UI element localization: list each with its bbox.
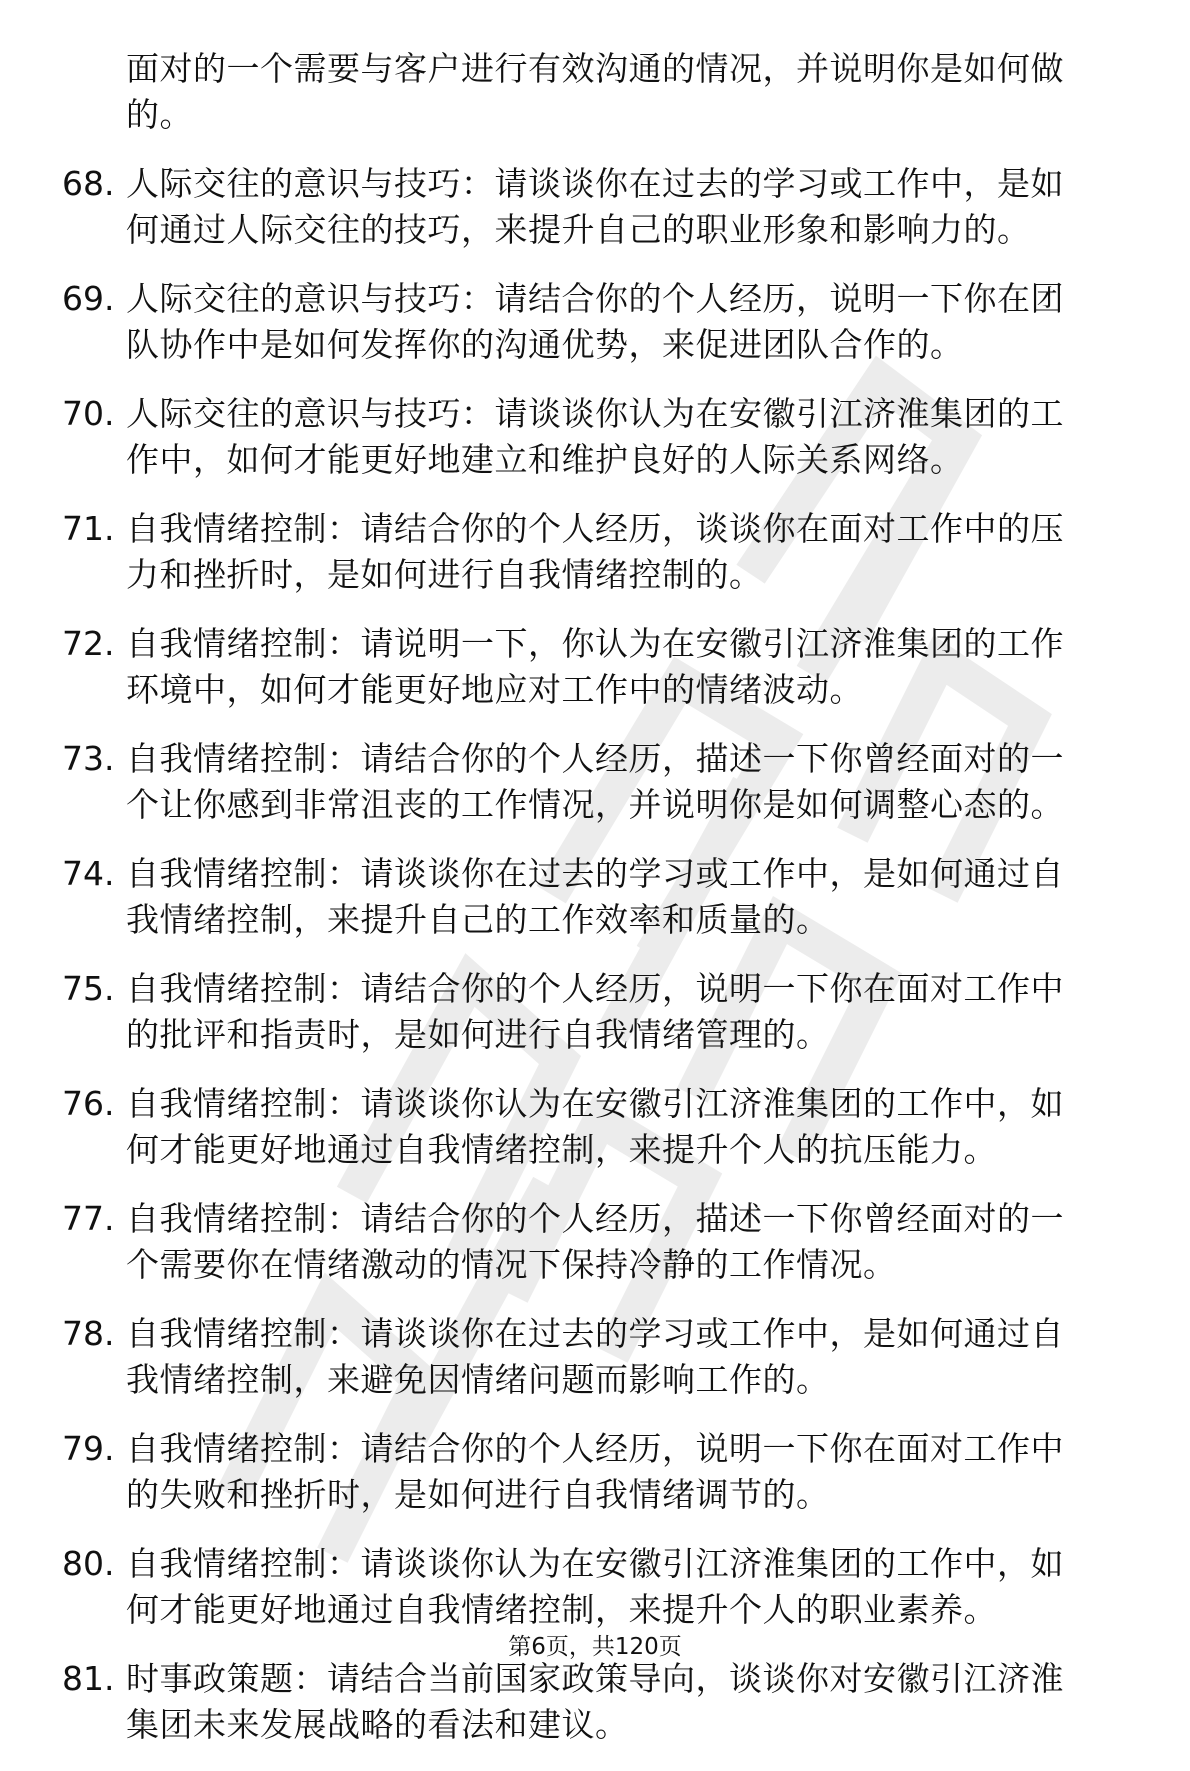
item-text bbox=[126, 621, 1112, 713]
item-text-line: 时事政策题：请结合当前国家政策导向，谈谈你对安徽引江济淮 bbox=[126, 1659, 1064, 1698]
item-text-line: 的失败和挫折时，是如何进行自我情绪调节的。 bbox=[126, 1475, 830, 1514]
item-text-line: 自我情绪控制：请谈谈你认为在安徽引江济淮集团的工作中，如 bbox=[126, 1544, 1064, 1583]
item-text bbox=[126, 46, 1112, 138]
item-number: 78. bbox=[62, 1314, 115, 1353]
list-item bbox=[62, 851, 1112, 943]
item-text-line: 的批评和指责时，是如何进行自我情绪管理的。 bbox=[126, 1015, 830, 1054]
item-text bbox=[126, 1081, 1112, 1173]
item-number: 72. bbox=[62, 624, 115, 663]
list-item bbox=[62, 621, 1112, 713]
item-text-line: 个让你感到非常沮丧的工作情况，并说明你是如何调整心态的。 bbox=[126, 785, 1064, 824]
list-item bbox=[62, 736, 1112, 828]
item-text-line: 何才能更好地通过自我情绪控制，来提升个人的职业素养。 bbox=[126, 1590, 997, 1629]
item-text bbox=[126, 506, 1112, 598]
item-number: 73. bbox=[62, 739, 115, 778]
item-number: 69. bbox=[62, 279, 115, 318]
question-list bbox=[62, 46, 1112, 1771]
item-number: 77. bbox=[62, 1199, 115, 1238]
item-text bbox=[126, 161, 1112, 253]
list-item bbox=[62, 1541, 1112, 1633]
item-text-line: 自我情绪控制：请结合你的个人经历，谈谈你在面对工作中的压 bbox=[126, 509, 1064, 548]
item-number: 79. bbox=[62, 1429, 115, 1468]
item-number: 74. bbox=[62, 854, 115, 893]
list-item bbox=[62, 1196, 1112, 1288]
item-number: 76. bbox=[62, 1084, 115, 1123]
item-text bbox=[126, 276, 1112, 368]
list-item bbox=[62, 966, 1112, 1058]
item-text-line: 何通过人际交往的技巧，来提升自己的职业形象和影响力的。 bbox=[126, 210, 1031, 249]
item-text-line: 自我情绪控制：请结合你的个人经历，说明一下你在面对工作中 bbox=[126, 1429, 1064, 1468]
item-text bbox=[126, 1426, 1112, 1518]
list-item bbox=[62, 46, 1112, 138]
list-item bbox=[62, 1656, 1112, 1748]
item-text-line: 何才能更好地通过自我情绪控制，来提升个人的抗压能力。 bbox=[126, 1130, 997, 1169]
item-text-line: 集团未来发展战略的看法和建议。 bbox=[126, 1705, 629, 1744]
page-footer: 第6页，共120页 bbox=[508, 1634, 682, 1660]
item-text-line: 环境中，如何才能更好地应对工作中的情绪波动。 bbox=[126, 670, 863, 709]
item-number: 70. bbox=[62, 394, 115, 433]
item-text-line: 我情绪控制，来避免因情绪问题而影响工作的。 bbox=[126, 1360, 830, 1399]
item-text bbox=[126, 966, 1112, 1058]
item-text-line: 人际交往的意识与技巧：请谈谈你认为在安徽引江济淮集团的工 bbox=[126, 394, 1064, 433]
list-item bbox=[62, 391, 1112, 483]
item-text-line: 我情绪控制，来提升自己的工作效率和质量的。 bbox=[126, 900, 830, 939]
item-text bbox=[126, 1311, 1112, 1403]
item-text-line: 自我情绪控制：请谈谈你认为在安徽引江济淮集团的工作中，如 bbox=[126, 1084, 1064, 1123]
item-text-line: 自我情绪控制：请结合你的个人经历，描述一下你曾经面对的一 bbox=[126, 739, 1064, 778]
item-text bbox=[126, 391, 1112, 483]
item-text-line: 面对的一个需要与客户进行有效沟通的情况，并说明你是如何做 bbox=[126, 49, 1064, 88]
list-item bbox=[62, 1426, 1112, 1518]
item-number: 80. bbox=[62, 1544, 115, 1583]
item-text-line: 人际交往的意识与技巧：请结合你的个人经历，说明一下你在团 bbox=[126, 279, 1064, 318]
item-text-line: 自我情绪控制：请说明一下，你认为在安徽引江济淮集团的工作 bbox=[126, 624, 1064, 663]
item-text-line: 个需要你在情绪激动的情况下保持冷静的工作情况。 bbox=[126, 1245, 897, 1284]
item-text bbox=[126, 1541, 1112, 1633]
list-item bbox=[62, 161, 1112, 253]
list-item bbox=[62, 1081, 1112, 1173]
item-number: 68. bbox=[62, 164, 115, 203]
item-text-line: 自我情绪控制：请谈谈你在过去的学习或工作中，是如何通过自 bbox=[126, 854, 1064, 893]
list-item bbox=[62, 276, 1112, 368]
item-text-line: 力和挫折时，是如何进行自我情绪控制的。 bbox=[126, 555, 763, 594]
item-text bbox=[126, 851, 1112, 943]
list-item bbox=[62, 506, 1112, 598]
item-text-line: 作中，如何才能更好地建立和维护良好的人际关系网络。 bbox=[126, 440, 964, 479]
item-number: 75. bbox=[62, 969, 115, 1008]
item-number: 71. bbox=[62, 509, 115, 548]
item-text-line: 队协作中是如何发挥你的沟通优势，来促进团队合作的。 bbox=[126, 325, 964, 364]
item-text bbox=[126, 736, 1112, 828]
item-text-line: 自我情绪控制：请结合你的个人经历，说明一下你在面对工作中 bbox=[126, 969, 1064, 1008]
item-text bbox=[126, 1656, 1112, 1748]
list-item bbox=[62, 1311, 1112, 1403]
item-text bbox=[126, 1196, 1112, 1288]
item-number: 81. bbox=[62, 1659, 115, 1698]
item-text-line: 人际交往的意识与技巧：请谈谈你在过去的学习或工作中，是如 bbox=[126, 164, 1064, 203]
item-text-line: 自我情绪控制：请谈谈你在过去的学习或工作中，是如何通过自 bbox=[126, 1314, 1064, 1353]
item-text-line: 自我情绪控制：请结合你的个人经历，描述一下你曾经面对的一 bbox=[126, 1199, 1064, 1238]
item-text-line: 的。 bbox=[126, 95, 193, 134]
